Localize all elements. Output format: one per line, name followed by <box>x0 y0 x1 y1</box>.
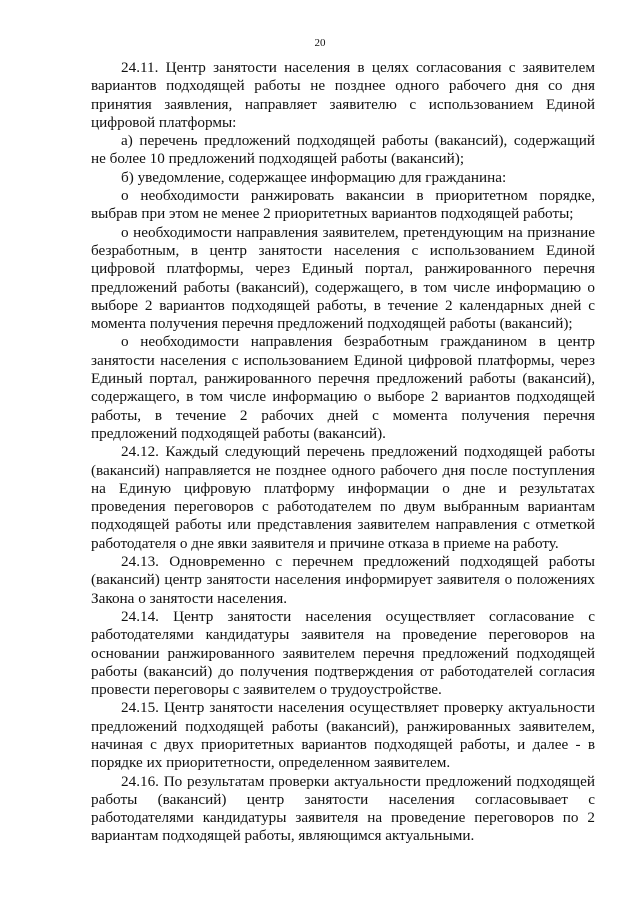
paragraph-item-a: а) перечень предложений подходящей работы (вакансий), содержащий не более 10 предложений подходящей работы (вакансий); <box>91 132 595 168</box>
paragraph-24-16: 24.16. По результатам проверки актуальности предложений подходящей работы (вакансий) центр занятости населения согласовывает с работодателями кандидатуры заявителя на проведение переговоров по 2 вариантам подходящей работы, являющимся актуальными. <box>91 772 595 845</box>
paragraph-24-15: 24.15. Центр занятости населения осуществляет проверку актуальности предложений подходящей работы (вакансий), ранжированных заявителем, начиная с двух приоритетных вариантов подходящей работы, и далее - в порядке их приоритетности, определенном заявителем. <box>91 699 595 772</box>
paragraph-applicant-submission: о необходимости направления заявителем, претендующим на признание безработным, в центр занятости населения с использованием Единой цифровой платформы, через Единый портал, ранжированного перечня предложений работы (вакансий), содержащего, в том числе информацию о выборе 2 вариантов подходящей работы, в течение 2 календарных дней с момента получения перечня предложений подходящей работы (вакансий); <box>91 223 595 333</box>
paragraph-24-11: 24.11. Центр занятости населения в целях согласования с заявителем вариантов подходящей работы не позднее одного рабочего дня со дня принятия заявления, направляет заявителю с использованием Единой цифровой платформы: <box>91 59 595 131</box>
page-number: 20 <box>314 37 326 49</box>
paragraph-24-12: 24.12. Каждый следующий перечень предложений подходящей работы (вакансий) направляется не позднее одного рабочего дня после поступления на Единую цифровую платформу информации о дне и результатах проведения переговоров с работодателем по двум выбранным вариантам подходящей работы или представления заявителем направления с отметкой работодателя о дне явки заявителя и причине отказа в приеме на работу. <box>91 443 595 552</box>
document-body <box>91 59 595 846</box>
paragraph-24-13: 24.13. Одновременно с перечнем предложений подходящей работы (вакансий) центр занятости населения информирует заявителя о положениях Закона о занятости населения. <box>91 553 595 607</box>
paragraph-unemployed-submission: о необходимости направления безработным гражданином в центр занятости населения с использованием Единой цифровой платформы, через Единый портал, ранжированного перечня предложений работы (вакансий), содержащего, в том числе информацию о выборе 2 вариантов подходящей работы, в течение 2 рабочих дней с момента получения перечня предложений подходящей работы (вакансий). <box>91 333 595 442</box>
paragraph-ranking-requirement: о необходимости ранжировать вакансии в приоритетном порядке, выбрав при этом не менее 2 приоритетных вариантов подходящей работы; <box>91 187 595 223</box>
paragraph-item-b: б) уведомление, содержащее информацию для гражданина: <box>121 168 507 186</box>
paragraph-24-14: 24.14. Центр занятости населения осуществляет согласование с работодателями кандидатуры заявителя на проведение переговоров на основании ранжированного заявителем перечня предложений подходящей работы (вакансий) до получения подтверждения от работодателей согласия провести переговоры с заявителем о трудоустройстве. <box>91 607 595 699</box>
